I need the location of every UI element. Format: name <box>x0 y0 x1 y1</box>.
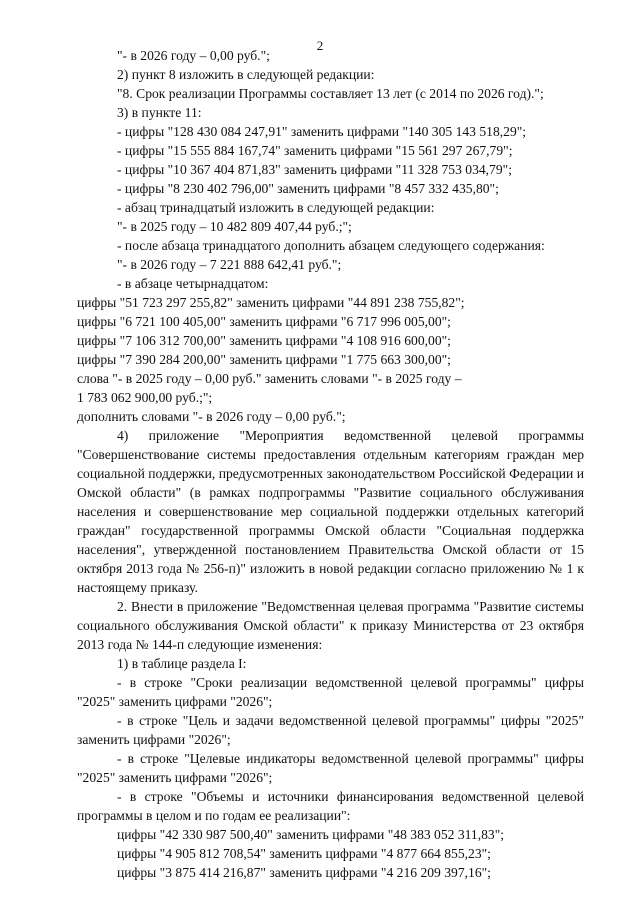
text-line: "8. Срок реализации Программы составляет 13 лет (с 2014 по 2026 год)."; <box>117 86 544 101</box>
document-body <box>77 46 584 882</box>
paragraph-table-item-1: 1) в таблице раздела I: <box>117 656 247 671</box>
text-line: 2) пункт 8 изложить в следующей редакции: <box>117 67 375 82</box>
text-line: цифры "4 905 812 708,54" заменить цифрами "4 877 664 855,23"; <box>117 846 491 861</box>
text-line: - цифры "10 367 404 871,83" заменить цифрами "11 328 753 034,79"; <box>117 162 512 177</box>
text-line: - абзац тринадцатый изложить в следующей редакции: <box>117 200 435 215</box>
text-line: "- в 2026 году – 7 221 888 642,41 руб."; <box>117 257 342 272</box>
text-line: цифры "7 390 284 200,00" заменить цифрами "1 775 663 300,00"; <box>77 352 451 367</box>
financing-replacements <box>77 825 584 882</box>
text-line: 1 783 062 900,00 руб.;"; <box>77 390 213 405</box>
text-line: - цифры "128 430 084 247,91" заменить цифрами "140 305 143 518,29"; <box>117 124 527 139</box>
text-line: цифры "42 330 987 500,40" заменить цифрами "48 383 052 311,83"; <box>117 827 505 842</box>
page-number: 2 <box>316 38 324 53</box>
text-line: - цифры "8 230 402 796,00" заменить цифрами "8 457 332 435,80"; <box>117 181 499 196</box>
row-celevye-indikatory: - в строке "Целевые индикаторы ведомственной целевой программы" цифры "2025" заменить цифрами "2026"; <box>77 751 584 785</box>
text-line: дополнить словами "- в 2026 году – 0,00 руб."; <box>77 409 346 424</box>
text-line: цифры "3 875 414 216,87" заменить цифрами "4 216 209 397,16"; <box>117 865 491 880</box>
row-cel-i-zadachi: - в строке "Цель и задачи ведомственной целевой программы" цифры "2025" заменить цифрами "2026"; <box>77 713 584 747</box>
text-line: цифры "51 723 297 255,82" заменить цифрами "44 891 238 755,82"; <box>77 295 465 310</box>
text-line: слова "- в 2025 году – 0,00 руб." заменить словами "- в 2025 году – <box>77 371 462 386</box>
paragraph-section-2: 2. Внести в приложение "Ведомственная целевая программа "Развитие системы социального обслуживания Омской области" к приказу Министерства от 23 октября 2013 года № 144-п следующие изменения: <box>77 599 584 652</box>
text-line: - в абзаце четырнадцатом: <box>117 276 269 291</box>
text-line: 3) в пункте 11: <box>117 105 202 120</box>
paragraph-item-4: 4) приложение "Мероприятия ведомственной целевой программы "Совершенствование системы предоставления отдельным категориям граждан мер социальной поддержки, предусмотренных законодательством Российской Федерации и Омской области" (в рамках подпрограммы "Развитие социального обслуживания населения и совершенствование мер социальной поддержки отдельных категорий граждан" государственной программы Омской области "Социальная поддержка населения", утвержденной постановлением Правительства Омской области от 15 октября 2013 года № 256-п)" изложить в новой редакции согласно приложению № 1 к настоящему приказу. <box>77 428 584 595</box>
text-line: цифры "6 721 100 405,00" заменить цифрами "6 717 996 005,00"; <box>77 314 451 329</box>
text-line: "- в 2026 году – 0,00 руб."; <box>117 48 270 63</box>
text-line: цифры "7 106 312 700,00" заменить цифрами "4 108 916 600,00"; <box>77 333 451 348</box>
amendment-lines <box>77 46 584 426</box>
text-line: "- в 2025 году – 10 482 809 407,44 руб.;"; <box>117 219 352 234</box>
row-srok-realizacii: - в строке "Сроки реализации ведомственной целевой программы" цифры "2025" заменить цифрами "2026"; <box>77 675 584 709</box>
row-obemy-finansirovaniya: - в строке "Объемы и источники финансирования ведомственной целевой программы в целом и по годам ее реализации": <box>77 789 584 823</box>
text-line: - после абзаца тринадцатого дополнить абзацем следующего содержания: <box>117 238 545 253</box>
text-line: - цифры "15 555 884 167,74" заменить цифрами "15 561 297 267,79"; <box>117 143 513 158</box>
